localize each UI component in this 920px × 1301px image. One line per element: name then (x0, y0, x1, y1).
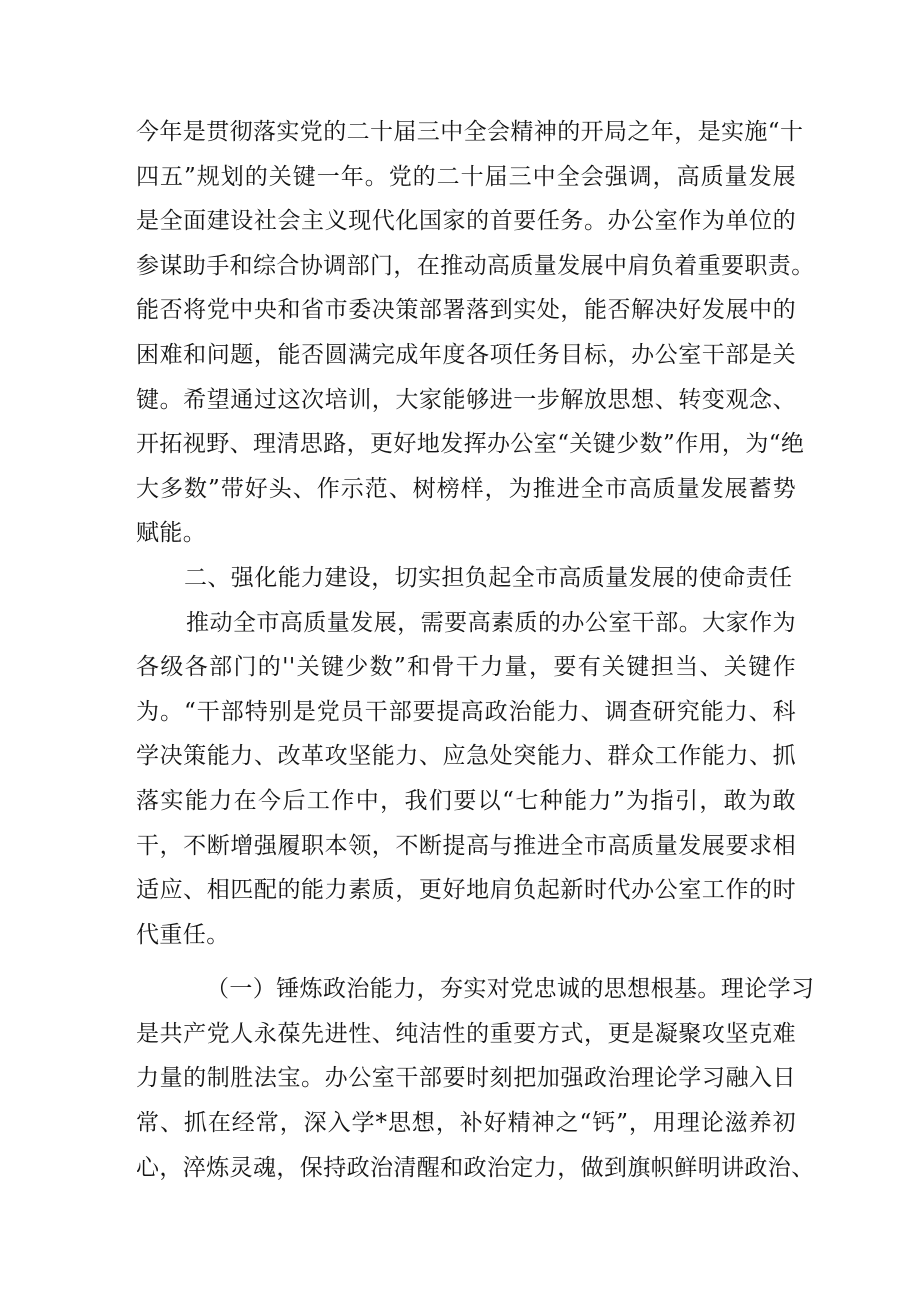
text-line: 适应、相匹配的能力素质，更好地肩负起新时代办公室工作的时 (136, 877, 796, 904)
paragraph-gap (136, 957, 796, 967)
text-line: 落实能力在今后工作中，我们要以“七种能力”为指引，敢为敢 (136, 787, 796, 814)
text-line: 赋能。 (136, 520, 207, 547)
text-line: 干，不断增强履职本领，不断提高与推进全市高质量发展要求相 (136, 832, 796, 859)
text-line: 各级各部门的''关键少数”和骨干力量，要有关键担当、关键作 (136, 654, 796, 681)
text-line: 推动全市高质量发展，需要高素质的办公室干部。大家作为 (186, 609, 796, 636)
text-line: 代重任。 (136, 921, 230, 948)
text-line: 学决策能力、改革攻坚能力、应急处突能力、群众工作能力、抓 (136, 743, 796, 770)
text-line: 为。“干部特别是党员干部要提高政治能力、调查研究能力、科 (136, 698, 796, 725)
text-line: 能否将党中央和省市委决策部署落到实处，能否解决好发展中的 (136, 297, 796, 324)
text-line: 心，淬炼灵魂，保持政治清醒和政治定力，做到旗帜鲜明讲政治、 (136, 1154, 815, 1181)
text-line: 参谋助手和综合协调部门，在推动高质量发展中肩负着重要职责。 (136, 252, 815, 279)
subsection-heading-line: （一）锤炼政治能力，夯实对党忠诚的思想根基。理论学习 (206, 976, 815, 1003)
text-line: 开拓视野、理清思路，更好地发挥办公室“关键少数”作用，为“绝 (136, 431, 805, 458)
text-line: 键。希望通过这次培训，大家能够进一步解放思想、转变观念、 (136, 386, 796, 413)
text-line: 力量的制胜法宝。办公室干部要时刻把加强政治理论学习融入日 (136, 1065, 796, 1092)
text-line: 是全面建设社会主义现代化国家的首要任务。办公室作为单位的 (136, 208, 796, 235)
text-line: 困难和问题，能否圆满完成年度各项任务目标，办公室干部是关 (136, 341, 796, 368)
text-line: 今年是贯彻落实党的二十届三中全会精神的开局之年，是实施“十 (136, 119, 804, 145)
document-body (136, 110, 815, 1190)
text-line: 常、抓在经常，深入学*思想，补好精神之“钙”，用理论滋养初 (136, 1110, 796, 1137)
text-line: 是共产党人永葆先进性、纯洁性的重要方式，更是凝聚攻坚克难 (136, 1020, 796, 1047)
section-heading: 二、强化能力建设，切实担负起全市高质量发展的使命责任 (184, 564, 793, 591)
text-line: 四五”规划的关键一年。党的二十届三中全会强调，高质量发展 (136, 163, 796, 190)
text-line: 大多数”带好头、作示范、树榜样，为推进全市高质量发展蓄势 (136, 475, 796, 502)
